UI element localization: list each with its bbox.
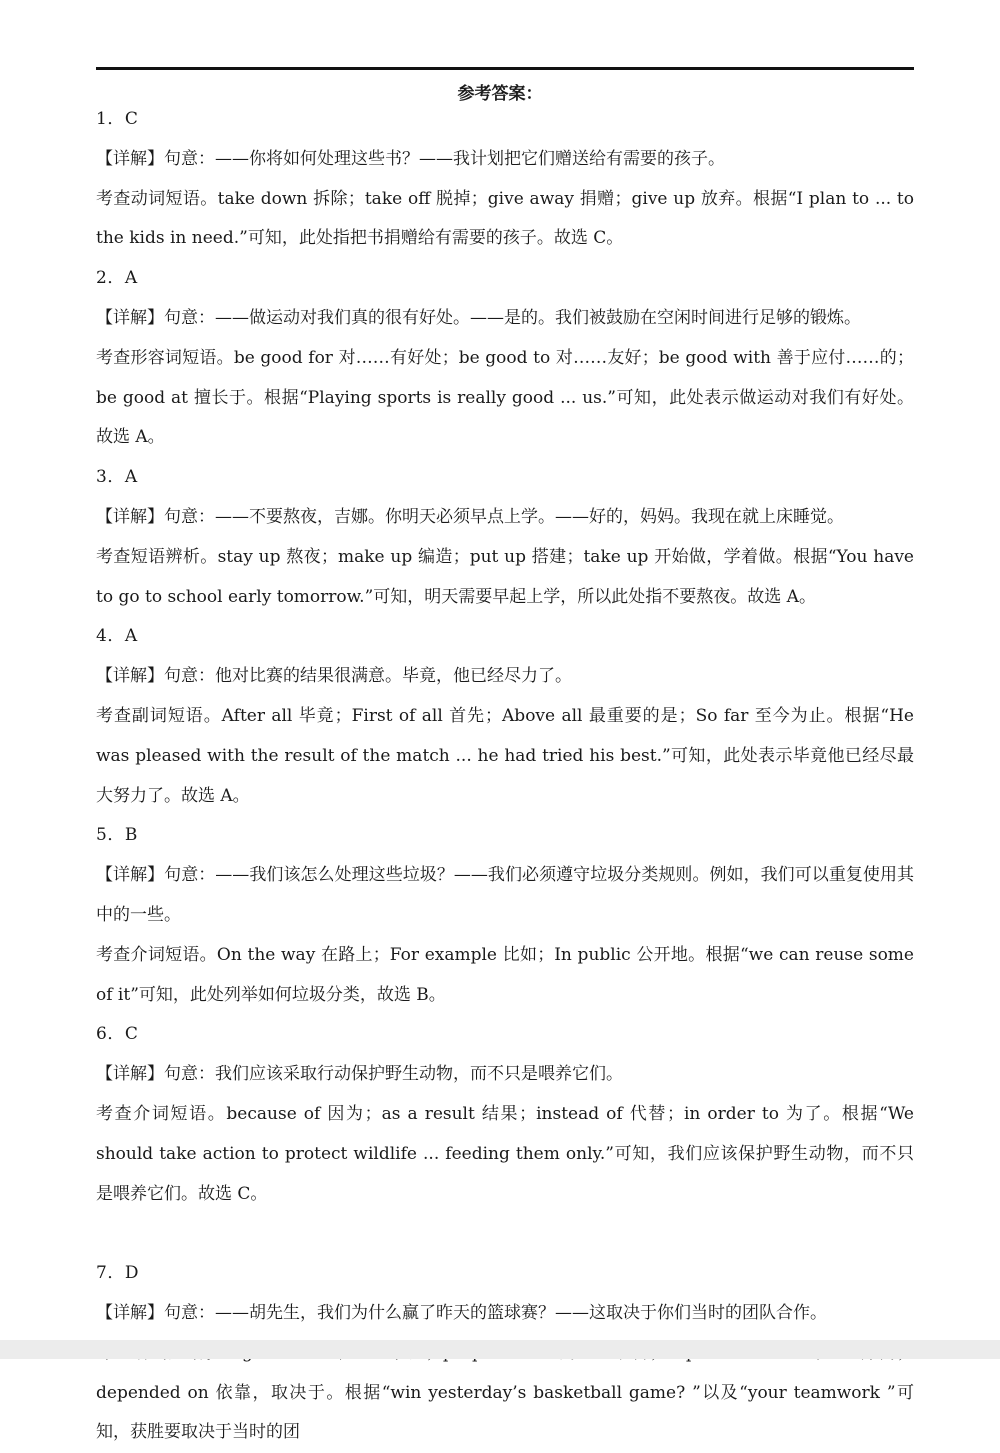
question-analysis: depended on 依靠，取决于。根据“win yesterday’s basketball game? ”以及“your teamwork ”可知，获胜要取决于当时的团: [96, 1382, 914, 1443]
question-explanation: 【详解】句意：——胡先生，我们为什么赢了昨天的篮球赛？——这取决于你们当时的团队合作。: [96, 1302, 827, 1323]
question-analysis: 考查形容词短语。be good for 对……有好处；be good to 对……友好；be good with 善于应付……的；be good at 擅长于。根据“Playing sports is really good ... us.”可知，此处表示做运动对我们有好处。故选 A。: [96, 347, 914, 448]
question-number: 3．A: [96, 467, 138, 488]
question-analysis: 考查介词短语。because of 因为；as a result 结果；instead of 代替；in order to 为了。根据“We should take action to protect wildlife ... feeding them only.”可知，我们应该保护野生动物，而不只是喂养它们。故选 C。: [96, 1103, 914, 1204]
question-number: 1．C: [96, 109, 139, 129]
question-explanation: 【详解】句意：——做运动对我们真的很有好处。——是的。我们被鼓励在空闲时间进行足够的锻炼。: [96, 307, 861, 328]
question-1: [96, 100, 914, 259]
question-number: 2．A: [96, 268, 138, 289]
header-rule: [96, 67, 914, 70]
question-explanation: 【详解】句意：他对比赛的结果很满意。毕竟，他已经尽力了。: [96, 666, 572, 687]
question-number: 7．D: [96, 1263, 139, 1284]
question-5: [96, 816, 914, 1015]
blank-gap: [96, 1214, 914, 1254]
question-3: [96, 458, 914, 617]
page-title: 参考答案：: [457, 84, 543, 104]
question-explanation: 【详解】句意：我们应该采取行动保护野生动物，而不只是喂养它们。: [96, 1064, 623, 1085]
question-number: 6．C: [96, 1024, 139, 1045]
question-analysis: 考查介词短语。On the way 在路上；For example 比如；In public 公开地。根据“we can reuse some of it”可知，此处列举如何垃圾分类，故选 B。: [96, 944, 914, 1005]
question-explanation: 【详解】句意：——不要熬夜，吉娜。你明天必须早点上学。——好的，妈妈。我现在就上床睡觉。: [96, 506, 844, 527]
question-explanation: 【详解】句意：——你将如何处理这些书？——我计划把它们赠送给有需要的孩子。: [96, 148, 725, 169]
question-explanation: 【详解】句意：——我们该怎么处理这些垃圾？——我们必须遵守垃圾分类规则。例如，我们可以重复使用其中的一些。: [96, 865, 914, 925]
page-bottom-edge: [0, 1340, 1000, 1359]
question-number: 5．B: [96, 825, 138, 846]
question-6: [96, 1015, 914, 1214]
question-analysis: 考查短语辨析。stay up 熬夜；make up 编造；put up 搭建；take up 开始做，学着做。根据“You have to go to school early tomorrow.”可知，明天需要早起上学，所以此处指不要熬夜。故选 A。: [96, 546, 914, 607]
question-analysis: 考查动词短语。take down 拆除；take off 脱掉；give away 捐赠；give up 放弃。根据“I plan to ... to the kids in need.”可知，此处指把书捐赠给有需要的孩子。故选 C。: [96, 188, 914, 249]
question-number: 4．A: [96, 626, 138, 647]
answer-list: [96, 100, 914, 1453]
question-4: [96, 617, 914, 816]
question-analysis: 考查副词短语。After all 毕竟；First of all 首先；Above all 最重要的是；So far 至今为止。根据“He was pleased with the result of the match ... he had tried his best.”可知，此处表示毕竟他已经尽最大努力了。故选 A。: [96, 705, 914, 806]
question-2: [96, 259, 914, 458]
